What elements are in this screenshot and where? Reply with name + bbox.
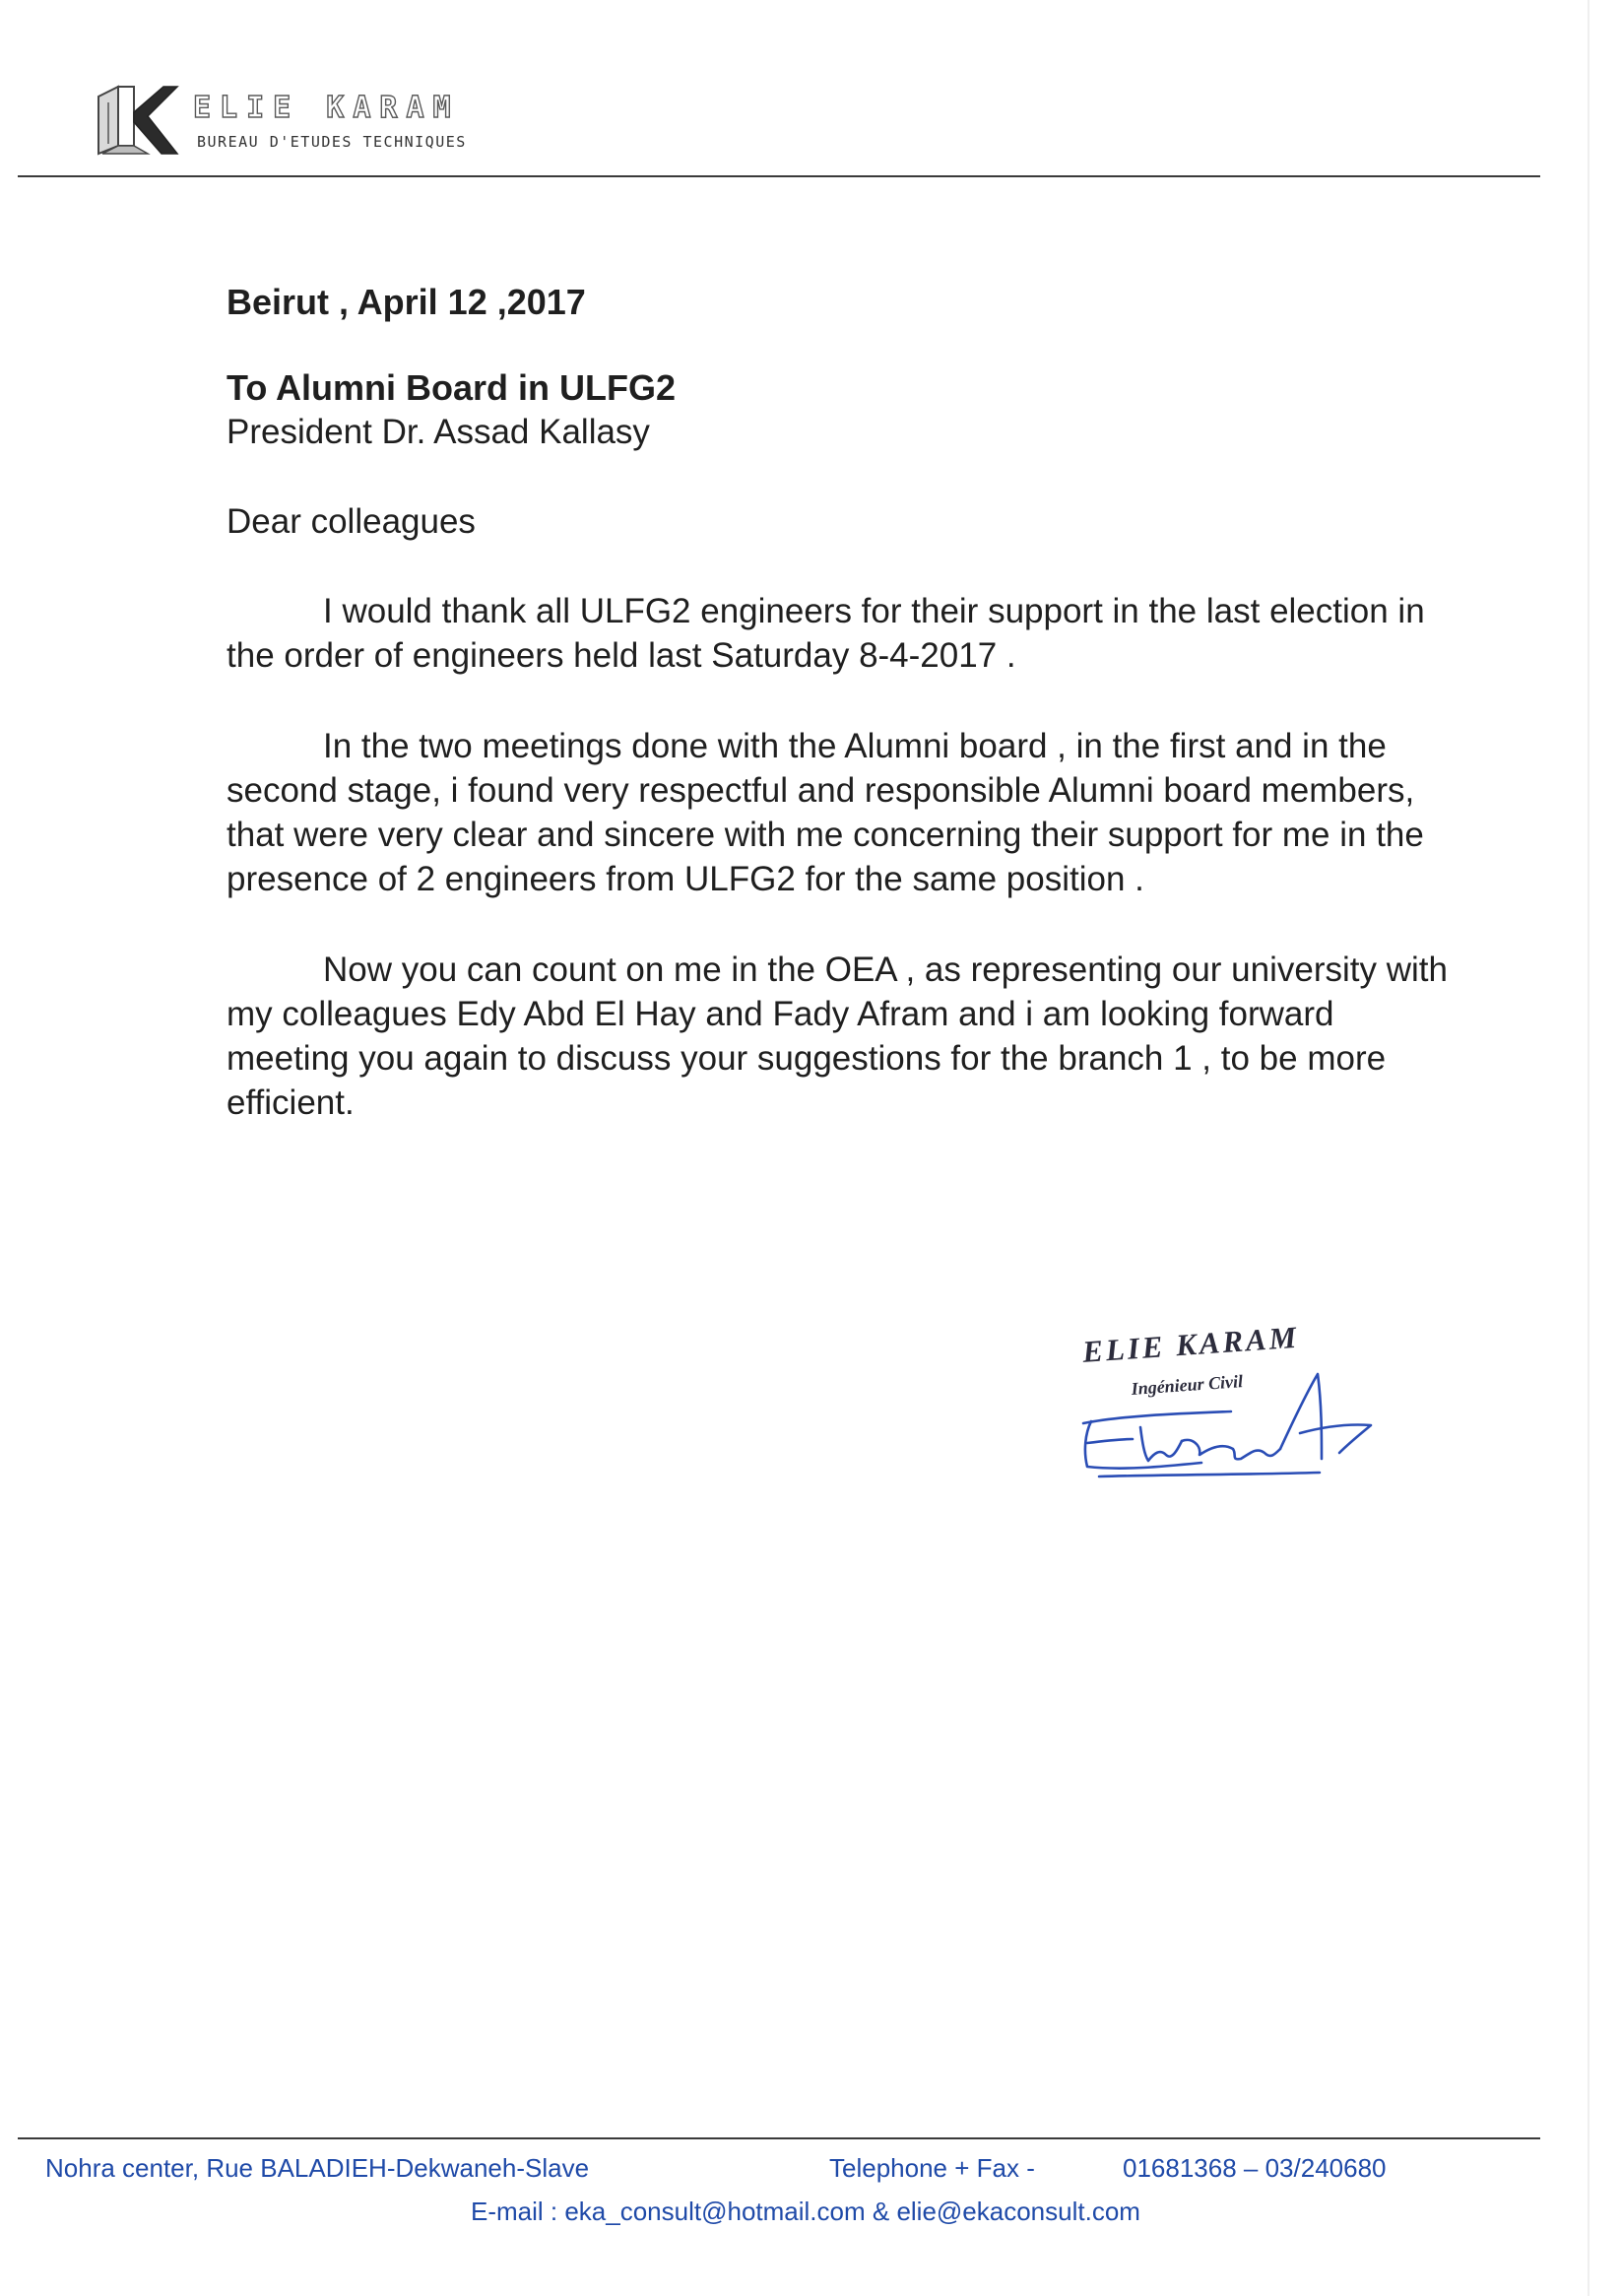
footer-address: Nohra center, Rue BALADIEH-Dekwaneh-Slave	[45, 2153, 590, 2183]
signature-stamp-title: Ingénieur Civil	[1131, 1371, 1244, 1399]
scan-edge	[1588, 0, 1589, 2296]
ek-monogram-logo-icon	[95, 83, 179, 158]
paragraph-commitment: Now you can count on me in the OEA , as representing our university with my colleagues Edy Abd El Hay and Fady Afram and i am looking forward meeting you again to discuss your suggestions for the branch 1 , to be more efficient.	[227, 951, 1448, 1122]
footer-email[interactable]: E-mail : eka_consult@hotmail.com & elie@ekaconsult.com	[471, 2197, 1140, 2226]
recipient-person: President Dr. Assad Kallasy	[227, 413, 650, 451]
footer-divider	[18, 2137, 1540, 2139]
letter-body	[227, 280, 1448, 1171]
letter-date: Beirut , April 12 ,2017	[227, 282, 586, 322]
paragraph-thanks: I would thank all ULFG2 engineers for their support in the last election in the order of engineers held last Saturday 8-4-2017 .	[227, 592, 1425, 675]
letterhead-subtitle: BUREAU D'ETUDES TECHNIQUES	[197, 133, 467, 151]
salutation: Dear colleagues	[227, 502, 476, 541]
handwritten-signature-icon	[1064, 1364, 1389, 1492]
footer-phone-number: 01681368 – 03/240680	[1123, 2153, 1387, 2183]
recipient-board: To Alumni Board in ULFG2	[227, 367, 676, 408]
footer-phone-label: Telephone + Fax -	[829, 2153, 1035, 2183]
signature-stamp-name: ELIE KARAM	[1081, 1319, 1301, 1369]
paragraph-meetings: In the two meetings done with the Alumni board , in the first and in the second stage, i found very respectful and responsible Alumni board members, that were very clear and sincere with me concerning their support for me in the presence of 2 engineers from ULFG2 for the same position .	[227, 727, 1424, 898]
letterhead-name: ELIE KARAM	[193, 91, 460, 125]
header-divider	[18, 175, 1540, 177]
